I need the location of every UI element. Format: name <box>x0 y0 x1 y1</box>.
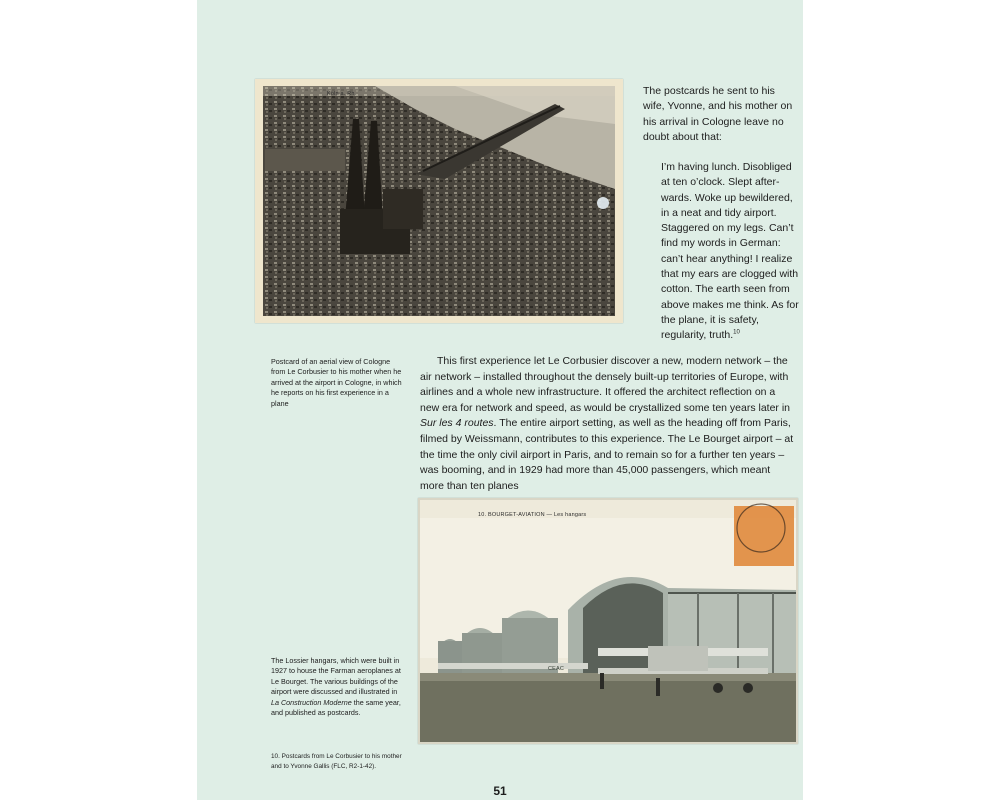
plane-label: CEAC <box>548 666 565 672</box>
cologne-postcard-image <box>255 79 623 323</box>
page-number: 51 <box>493 784 507 798</box>
cologne-caption: Postcard of an aerial view of Cologne from Le Corbusier to his mother when he arrived at the airport in Cologne, in which he reports on his first experience in a plane <box>271 357 402 408</box>
quote-footnote-ref: 10 <box>733 329 740 336</box>
hangars-caption <box>271 656 401 718</box>
body-paragraph <box>420 354 794 494</box>
hangars-caption-italic: La Construction Moderne <box>271 697 352 707</box>
bourget-postcard-title: 10. BOURGET-AVIATION — Les hangars <box>478 512 587 518</box>
bourget-hangars-image <box>418 498 798 744</box>
body-text-part1: This first experience let Le Corbusier discover a new, modern network – the air network – installed throughout the densely built-up territories of Europe, with airlines and a whole new infrastructure. It offered the architect reflection on a new era for network and speed, as would be crystallized some ten years later in <box>420 355 791 414</box>
hangars-caption-text-after: the same year, and published as postcards. <box>271 697 401 718</box>
intro-paragraph: The postcards he sent to his wife, Yvonne, and his mother on his arrival in Cologne leave no doubt about that: <box>643 85 793 143</box>
footnote: 10. Postcards from Le Corbusier to his mother and to Yvonne Gallis (FLC, R2-1-42). <box>271 753 402 770</box>
cologne-postcard-title: Köln a. Rh. <box>327 91 357 97</box>
body-text-part2: . The entire airport setting, as well as the heading off from Paris, filmed by Weissmann, contributes to this experience. The Le Bourget airport – at the time the only civil airport in Paris, and to remain so for a further ten years – was booming, and in 1929 had more than 45,000 passengers, which meant more than ten planes <box>420 417 794 492</box>
hangars-caption-text-before: The Lossier hangars, which were built in 1927 to house the Farman aeroplanes at Le Bourget. The various buildings of the airport were discussed and illustrated in <box>271 656 401 697</box>
body-text-italic: Sur les 4 routes <box>420 417 494 430</box>
block-quote <box>661 160 799 344</box>
quote-text: I’m having lunch. Disobliged at ten o’clock. Slept after-wards. Woke up bewildered, in a neat and tidy airport. Staggered on my legs. Can’t find my words in German: can’t hear anything! I realize that my ears are clogged with cotton. The earth seen from above makes me think. As for the plane, it is safety, regularity, truth. <box>661 161 799 342</box>
